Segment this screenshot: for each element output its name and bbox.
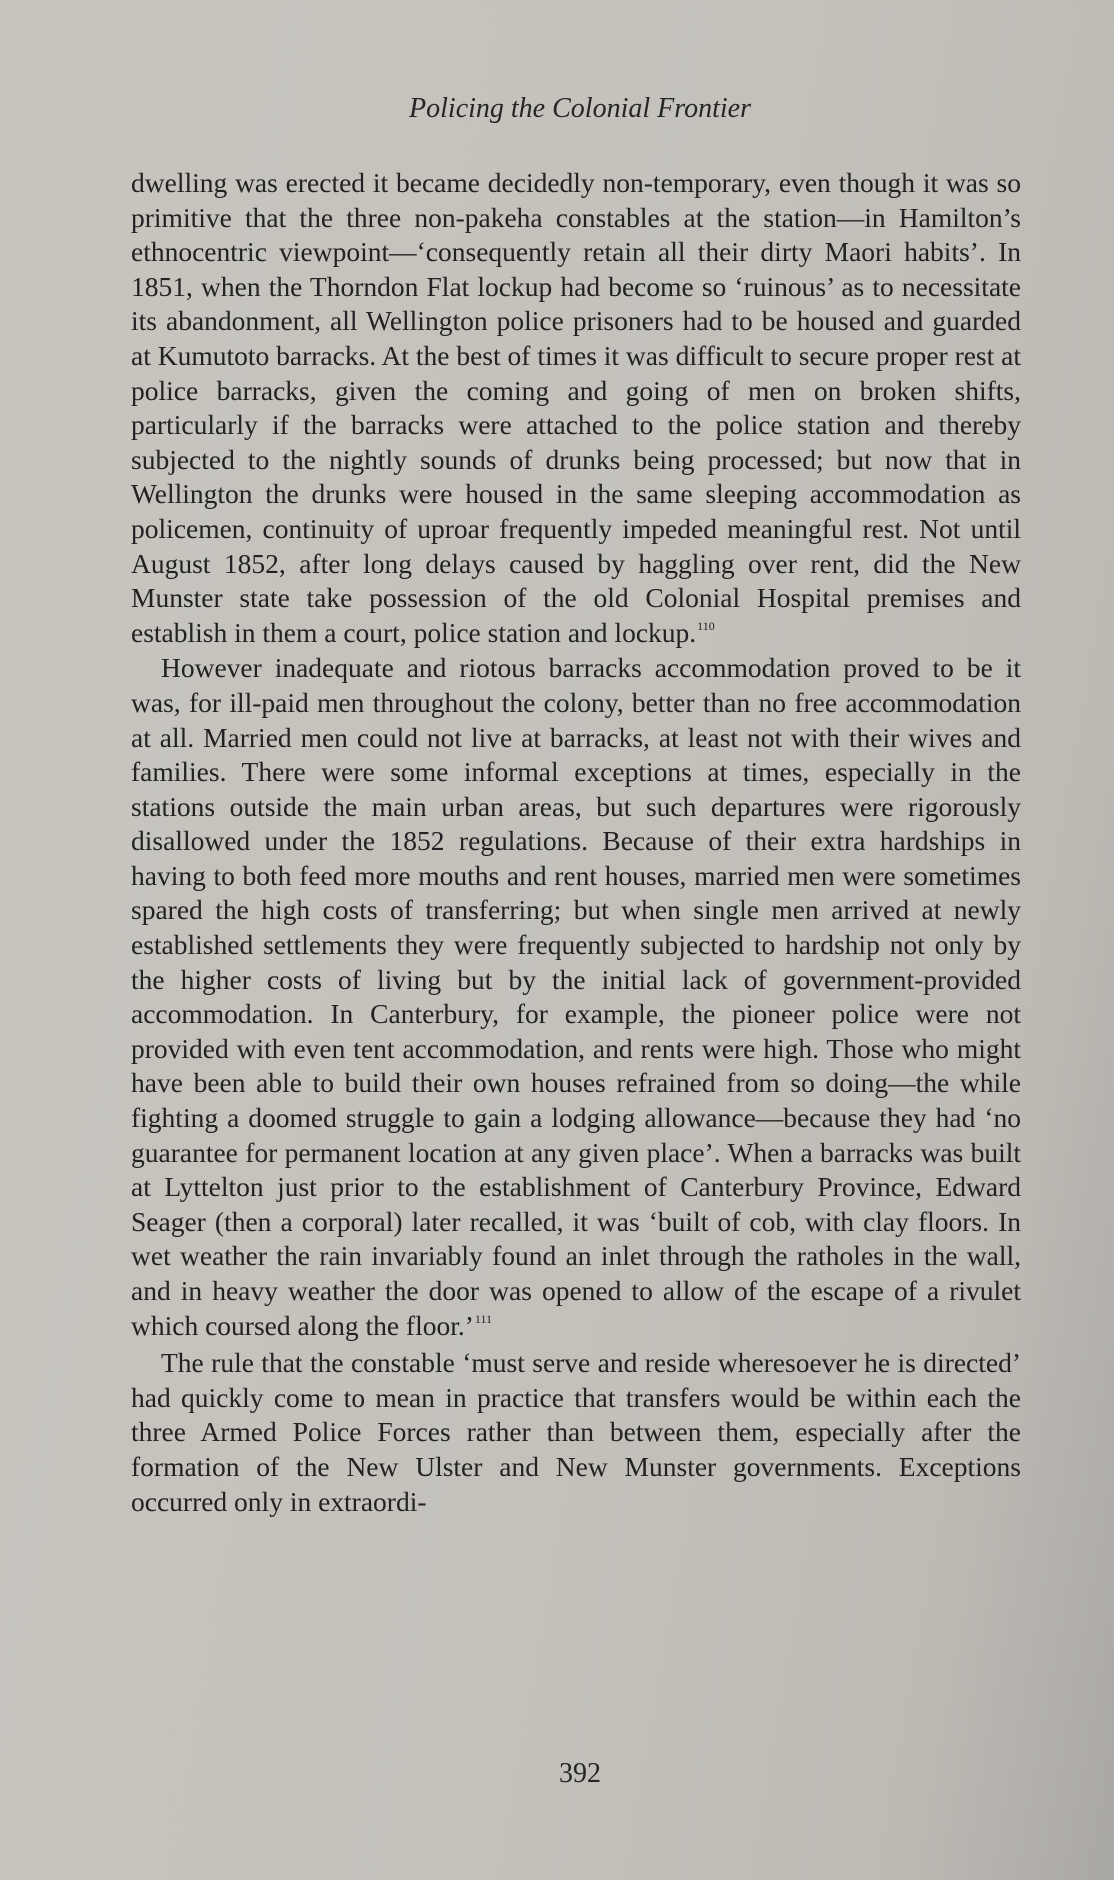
paragraph-1 — [131, 166, 1021, 650]
page-number: 392 — [559, 1758, 601, 1789]
paragraph-1-text: dwelling was erected it became decidedly non-temporary, even though it was so primitive that the three non-pakeha constables at the station—in Hamilton’s ethnocentric viewpoint—‘consequently retain all their dirty Maori habits’. In 1851, when the Thorndon Flat lockup had become so ‘ruinous’ as to necessitate its abandonment, all Wellington police prisoners had to be housed and guarded at Kumutoto barracks. At the best of times it was difficult to secure proper rest at police barracks, given the coming and going of men on broken shifts, particularly if the barracks were attached to the police station and thereby subjected to the nightly sounds of drunks being processed; but now that in Wellington the drunks were housed in the same sleeping accommodation as policemen, continuity of uproar frequently impeded meaningful rest. Not until August 1852, after long delays caused by haggling over rent, did the New Munster state take possession of the old Colonial Hospital premises and establish in them a court, police station and lockup. — [131, 167, 1021, 648]
running-header: Policing the Colonial Frontier — [409, 93, 751, 124]
paragraph-3 — [131, 1346, 1021, 1519]
body-text — [131, 166, 1021, 1519]
paragraph-2-text: However inadequate and riotous barracks accommodation proved to be it was, for ill-paid men throughout the colony, better than no free accommodation at all. Married men could not live at barracks, at least not with their wives and families. There were some informal exceptions at times, especially in the stations outside the main urban areas, but such departures were rigorously disallowed under the 1852 regulations. Because of their extra hardships in having to both feed more mouths and rent houses, married men were sometimes spared the high costs of transferring; but when single men arrived at newly established settlements they were frequently subjected to hardship not only by the higher costs of living but by the initial lack of government-provided accommodation. In Canterbury, for example, the pioneer police were not provided with even tent accommodation, and rents were high. Those who might have been able to build their own houses refrained from so doing—the while fighting a doomed struggle to gain a lodging allowance—because they had ‘no guarantee for permanent location at any given place’. When a barracks was built at Lyttelton just prior to the establishment of Canterbury Province, Edward Seager (then a corporal) later recalled, it was ‘built of cob, with clay floors. In wet weather the rain invariably found an inlet through the ratholes in the wall, and in heavy weather the door was opened to allow of the escape of a rivulet which coursed along the floor.’ — [131, 652, 1021, 1341]
footnote-ref-111: 111 — [474, 1311, 492, 1326]
paragraph-3-text: The rule that the constable ‘must serve and reside wheresoever he is directed’ had quickly come to mean in practice that transfers would be within each the three Armed Police Forces rather than between them, especially after the formation of the New Ulster and New Munster governments. Exceptions occurred only in extraordi- — [131, 1347, 1021, 1517]
paragraph-2 — [131, 651, 1021, 1343]
footnote-ref-110: 110 — [697, 618, 715, 633]
